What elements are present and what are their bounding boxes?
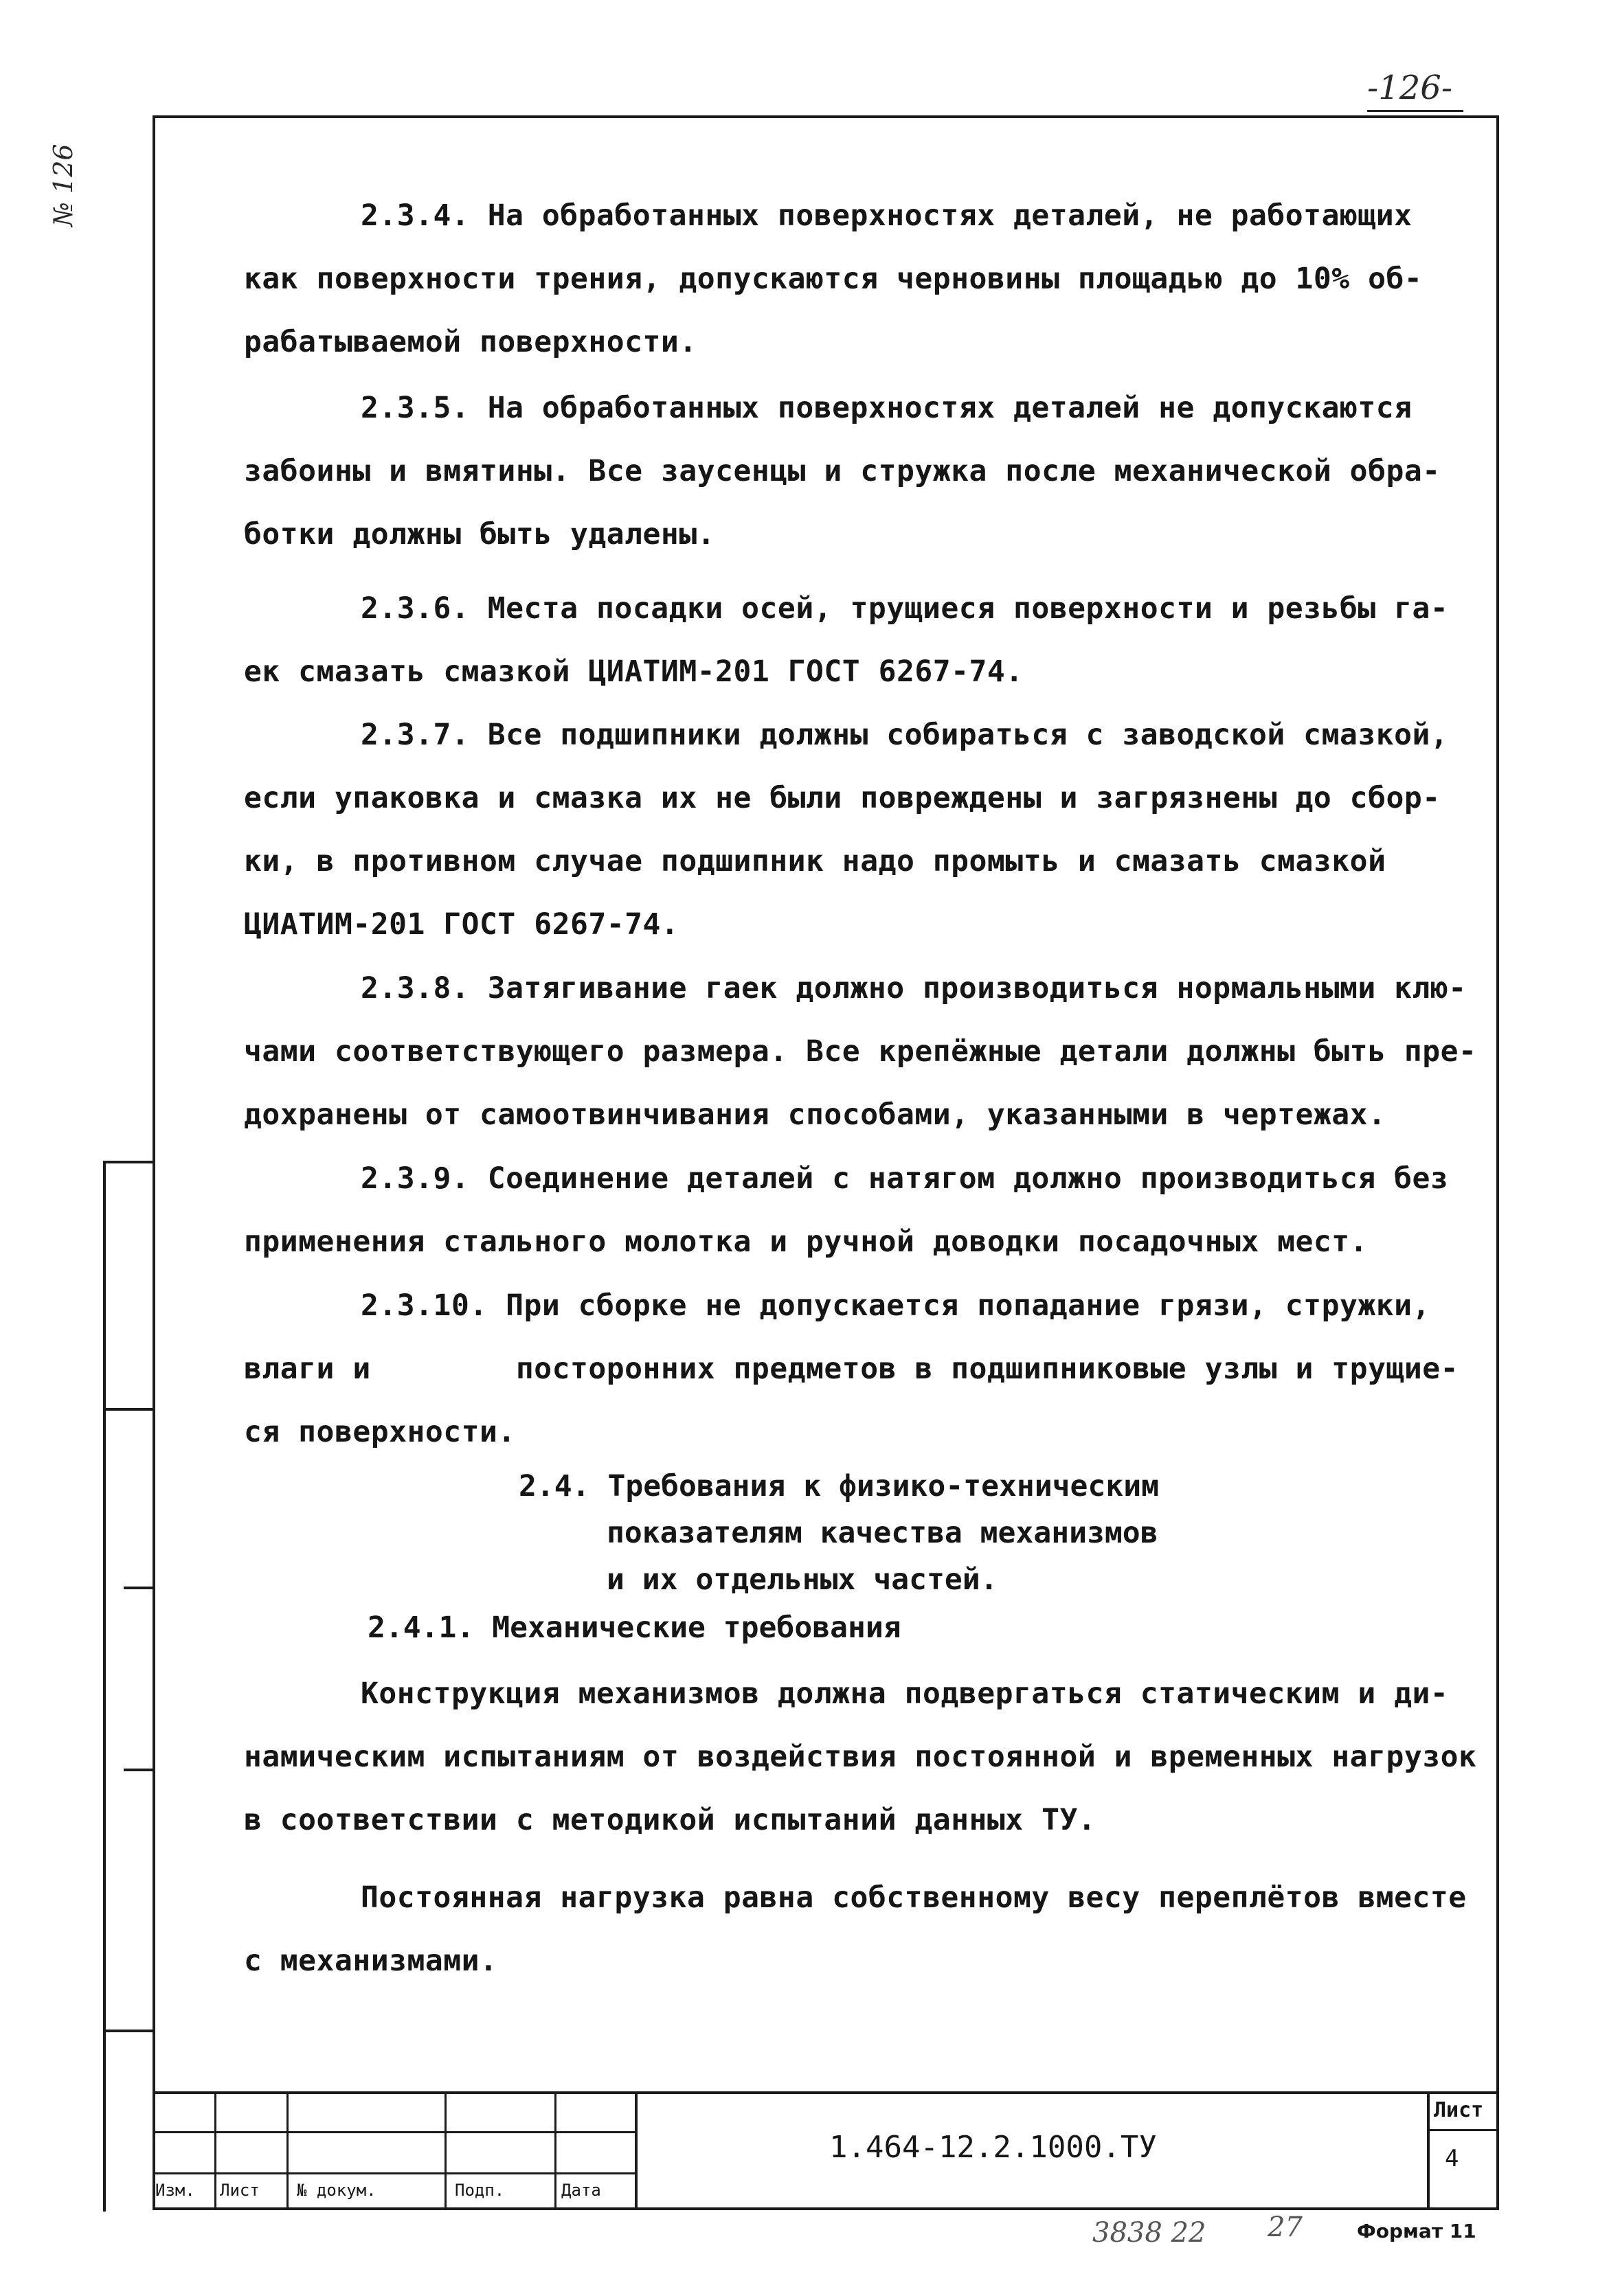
sheet-number: 4 <box>1445 2145 1459 2172</box>
section-line: дохранены от самоотвинчивания способами, указанными в чертежах. <box>244 1098 1386 1132</box>
section-line: ек смазать смазкой ЦИАТИМ-201 ГОСТ 6267-74. <box>244 655 1024 689</box>
revision-col-line <box>554 2091 556 2210</box>
paragraph-line: намическим испытаниям от воздействия постоянной и временных нагрузок <box>244 1740 1477 1774</box>
binding-tick-1 <box>103 1161 153 1163</box>
heading-line: и их отдельных частей. <box>607 1562 998 1597</box>
section-line: если упаковка и смазка их не были повреждены и загрязнены до сбор- <box>244 781 1441 815</box>
section-line: применения стального молотка и ручной доводки посадочных мест. <box>244 1225 1369 1259</box>
section-line: 2.3.5. На обработанных поверхностях деталей не допускаются <box>361 391 1413 425</box>
section-line: ЦИАТИМ-201 ГОСТ 6267-74. <box>244 907 679 942</box>
section-line: рабатываемой поверхности. <box>244 325 697 359</box>
title-block <box>153 2091 1499 2210</box>
section-line: влаги и посторонних предметов в подшипниковые узлы и трущие- <box>244 1352 1459 1386</box>
revision-col-line <box>214 2091 216 2210</box>
section-2-3-10 <box>244 1274 1498 1464</box>
section-line: как поверхности трения, допускаются черновины площадью до 10% об- <box>244 262 1423 296</box>
inventory-number-handwritten: 3838 22 <box>1092 2217 1206 2249</box>
section-2-3-6 <box>244 577 1498 703</box>
section-2-3-5 <box>244 376 1498 566</box>
col-label-date: Дата <box>561 2181 601 2200</box>
col-label-sheet: Лист <box>220 2181 260 2200</box>
section-2-3-4 <box>244 184 1498 374</box>
heading-line: 2.4. Требования к физико-техническим <box>519 1469 1159 1503</box>
sheet-box-divider <box>1430 2129 1499 2131</box>
section-2-3-7 <box>244 703 1498 956</box>
binding-tick-5 <box>103 2030 153 2032</box>
col-label-change: Изм. <box>155 2181 195 2200</box>
paragraph-line: в соответствии с методикой испытаний данных ТУ. <box>244 1803 1096 1837</box>
revision-col-line <box>444 2091 447 2210</box>
revision-grid <box>153 2091 637 2210</box>
page-number-underline <box>1367 110 1463 112</box>
paragraph-2-4-1a <box>244 1662 1498 1852</box>
section-line: чами соответствующего размера. Все крепёжные детали должны быть пре- <box>244 1034 1477 1069</box>
col-label-signature: Подп. <box>455 2181 505 2200</box>
page-number-handwritten: -126- <box>1367 69 1453 107</box>
section-line: ся поверхности. <box>244 1415 516 1449</box>
paragraph-2-4-1b <box>244 1866 1498 1992</box>
document-code: 1.464-12.2.1000.ТУ <box>829 2130 1157 2165</box>
format-label: Формат 11 <box>1357 2220 1476 2242</box>
section-line: 2.3.9. Соединение деталей с натягом должно производиться без <box>361 1161 1449 1196</box>
paragraph-line: Конструкция механизмов должна подвергаться статическим и ди- <box>361 1676 1449 1711</box>
col-label-doc-number: № докум. <box>297 2181 376 2200</box>
section-2-3-8 <box>244 957 1498 1146</box>
binding-tick-4 <box>124 1769 153 1771</box>
section-line: 2.3.6. Места посадки осей, трущиеся поверхности и резьбы га- <box>361 591 1449 626</box>
revision-col-line <box>286 2091 289 2210</box>
section-line: 2.3.8. Затягивание гаек должно производиться нормальными клю- <box>361 971 1467 1005</box>
revision-col-line <box>635 2091 638 2210</box>
side-handwriting: № 126 <box>48 144 78 227</box>
binding-tick-2 <box>103 1408 153 1411</box>
section-2-3-9 <box>244 1147 1498 1273</box>
sheet-label: Лист <box>1434 2098 1484 2122</box>
revision-row-line <box>153 2131 637 2133</box>
section-line: 2.3.10. При сборке не допускается попадание грязи, стружки, <box>361 1288 1430 1323</box>
copy-number: 27 <box>1268 2212 1303 2243</box>
revision-row-line <box>153 2172 637 2174</box>
section-line: ки, в противном случае подшипник надо промыть и смазать смазкой <box>244 844 1386 878</box>
section-line: 2.3.7. Все подшипники должны собираться с заводской смазкой, <box>361 718 1449 752</box>
section-line: забоины и вмятины. Все заусенцы и стружка после механической обра- <box>244 454 1441 488</box>
paragraph-line: с механизмами. <box>244 1944 498 1978</box>
paragraph-line: Постоянная нагрузка равна собственному весу переплётов вместе <box>361 1880 1467 1915</box>
binding-tick-3 <box>124 1587 153 1589</box>
heading-2-4 <box>519 1463 1159 1603</box>
sheet-box <box>1427 2091 1499 2210</box>
heading-2-4-1: 2.4.1. Механические требования <box>368 1611 901 1645</box>
heading-line: показателям качества механизмов <box>607 1516 1158 1550</box>
section-line: ботки должны быть удалены. <box>244 517 716 552</box>
binding-line <box>103 1161 106 2212</box>
section-line: 2.3.4. На обработанных поверхностях деталей, не работающих <box>361 198 1413 233</box>
